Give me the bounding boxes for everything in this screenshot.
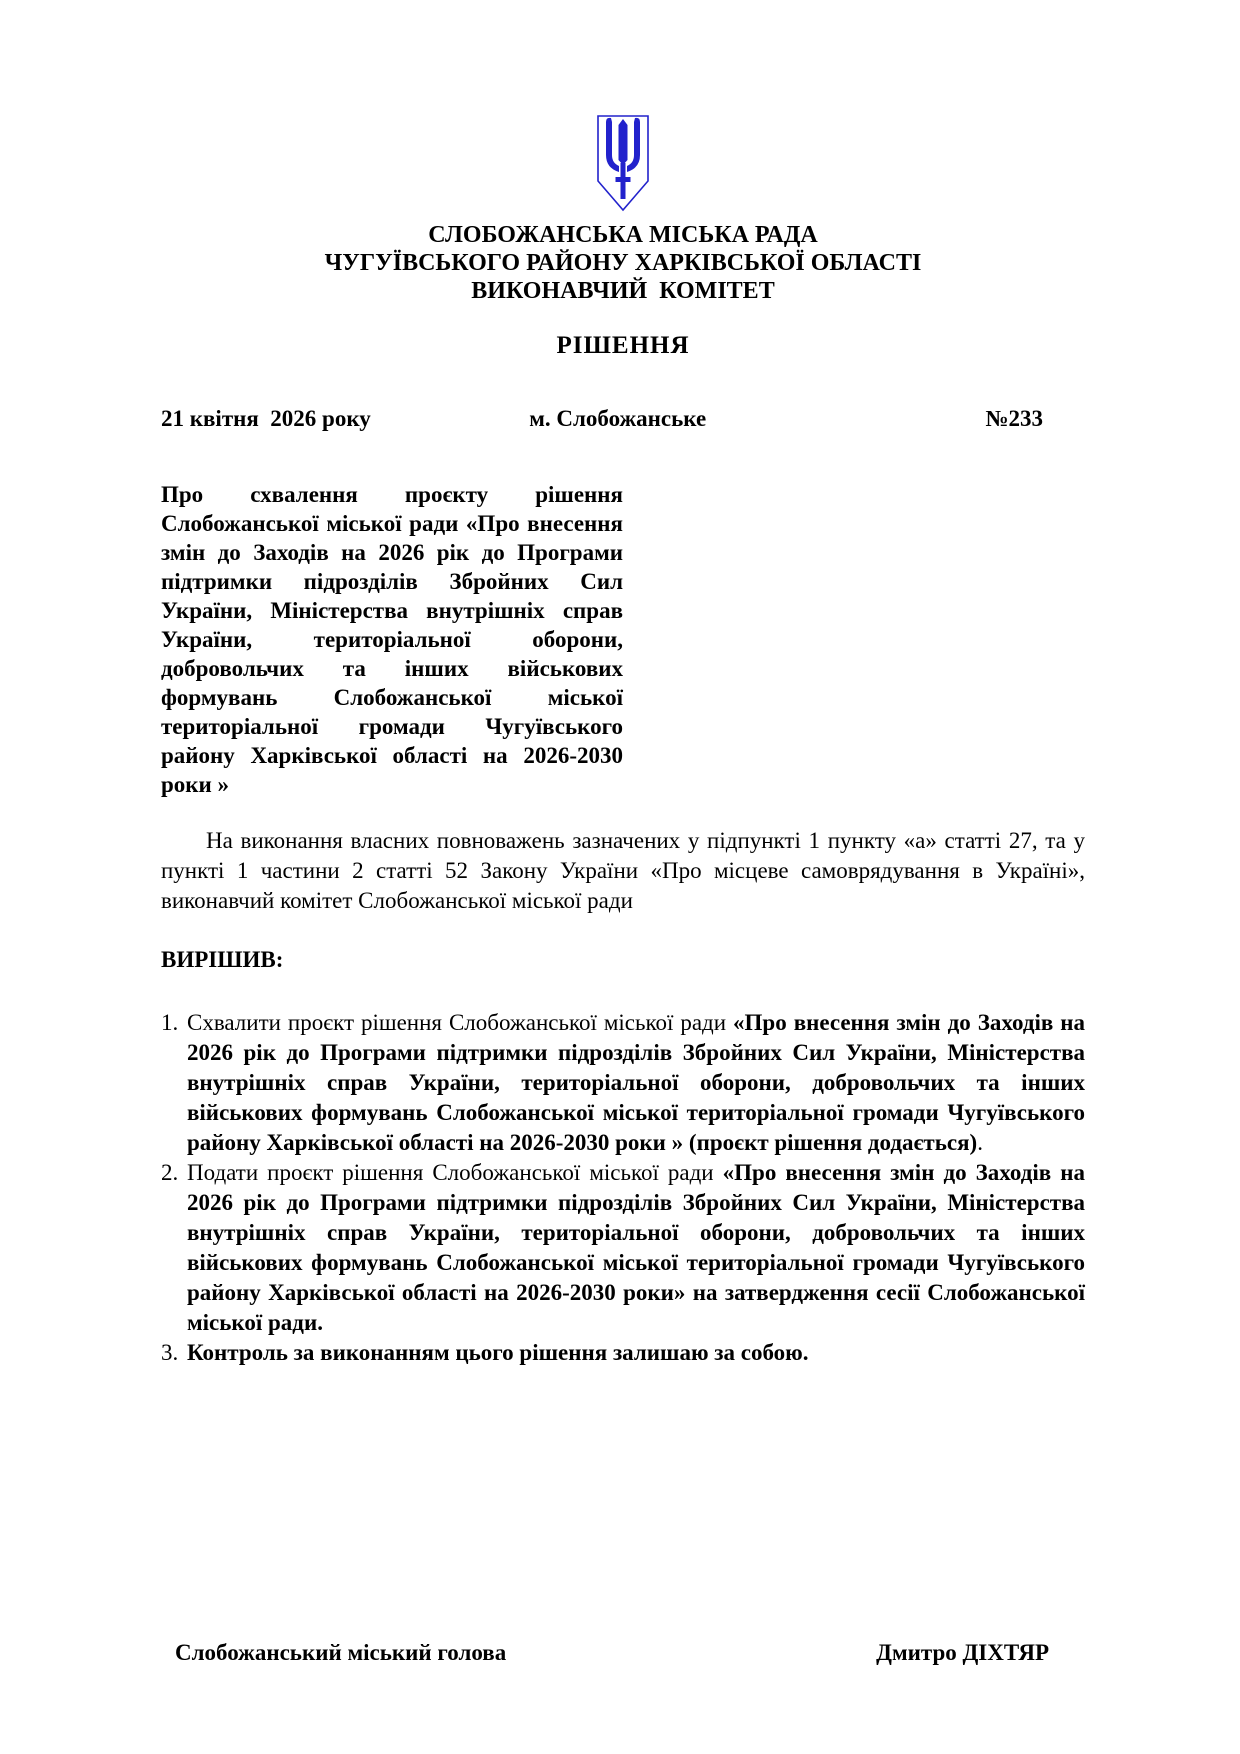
item-tail-text: . [977, 1130, 983, 1155]
signatory-name: Дмитро ДІХТЯР [876, 1640, 1049, 1665]
item-bold-text: «Про внесення змін до Заходів на 2026 рік до Програми підтримки підрозділів Збройних Сил України, Міністерства внутрішніх справ України, територіальної оборони, добровольчих та інших військових формувань Слобожанської міської територіальної громади Чугуївського району Харківської області на 2026-2030 роки» на затвердження сесії Слобожанської міської ради. [187, 1160, 1085, 1335]
subject-paragraph: Про схвалення проєкту рішення Слобожанської міської ради «Про внесення змін до Заходів на 2026 рік до Програми підтримки підрозділів Збройних Сил України, Міністерства внутрішніх справ України, територіальної оборони, добровольчих та інших військових формувань Слобожанської міської територіальної громади Чугуївського району Харківської області на 2026-2030 роки » [161, 482, 623, 797]
item-number: 3. [161, 1340, 179, 1365]
item-number: 2. [161, 1160, 179, 1185]
item-text [187, 1340, 809, 1365]
document-number: №233 [985, 406, 1043, 431]
signatory-title: Слобожанський міський голова [175, 1640, 507, 1665]
document-date: 21 квітня 2026 року [161, 406, 371, 431]
item-lead-text: Подати проєкт рішення Слобожанської міської ради [187, 1160, 723, 1185]
item-text [187, 1010, 1085, 1155]
item-text [187, 1160, 1085, 1335]
document-place: м. Слобожанське [529, 406, 707, 431]
meta-row [161, 406, 1085, 436]
resolution-list [161, 1008, 1085, 1368]
item-lead-text: Схвалити проєкт рішення Слобожанської міської ради [187, 1010, 734, 1035]
coat-of-arms [161, 113, 1085, 215]
ukraine-trident-icon [590, 113, 656, 213]
org-name-line2: ЧУГУЇВСЬКОГО РАЙОНУ ХАРКІВСЬКОЇ ОБЛАСТІ [324, 250, 922, 276]
resolution-item-2 [161, 1158, 1085, 1338]
org-name-line1: СЛОБОЖАНСЬКА МІСЬКА РАДА [428, 222, 818, 248]
resolution-item-3 [161, 1338, 1085, 1368]
signature-row [161, 1640, 1085, 1670]
intro-paragraph: На виконання власних повноважень зазначених у підпункті 1 пункту «а» статті 27, та у пункті 1 частини 2 статті 52 Закону України «Про місцеве самоврядування в Україні», виконавчий комітет Слобожанської міської ради [161, 828, 1085, 913]
resolved-heading: ВИРІШИВ: [161, 947, 284, 972]
document-type-title: РІШЕННЯ [556, 332, 690, 359]
resolution-item-1 [161, 1008, 1085, 1158]
org-name-line3: ВИКОНАВЧИЙ КОМІТЕТ [471, 278, 775, 304]
item-bold-text: «Про внесення змін до Заходів на 2026 рік до Програми підтримки підрозділів Збройних Сил України, Міністерства внутрішніх справ України, територіальної оборони, добровольчих та інших військових формувань Слобожанської міської територіальної громади Чугуївського району Харківської області на 2026-2030 роки » (проєкт рішення додається) [187, 1010, 1085, 1155]
item-number: 1. [161, 1010, 179, 1035]
item-bold-text: Контроль за виконанням цього рішення залишаю за собою. [187, 1340, 809, 1365]
